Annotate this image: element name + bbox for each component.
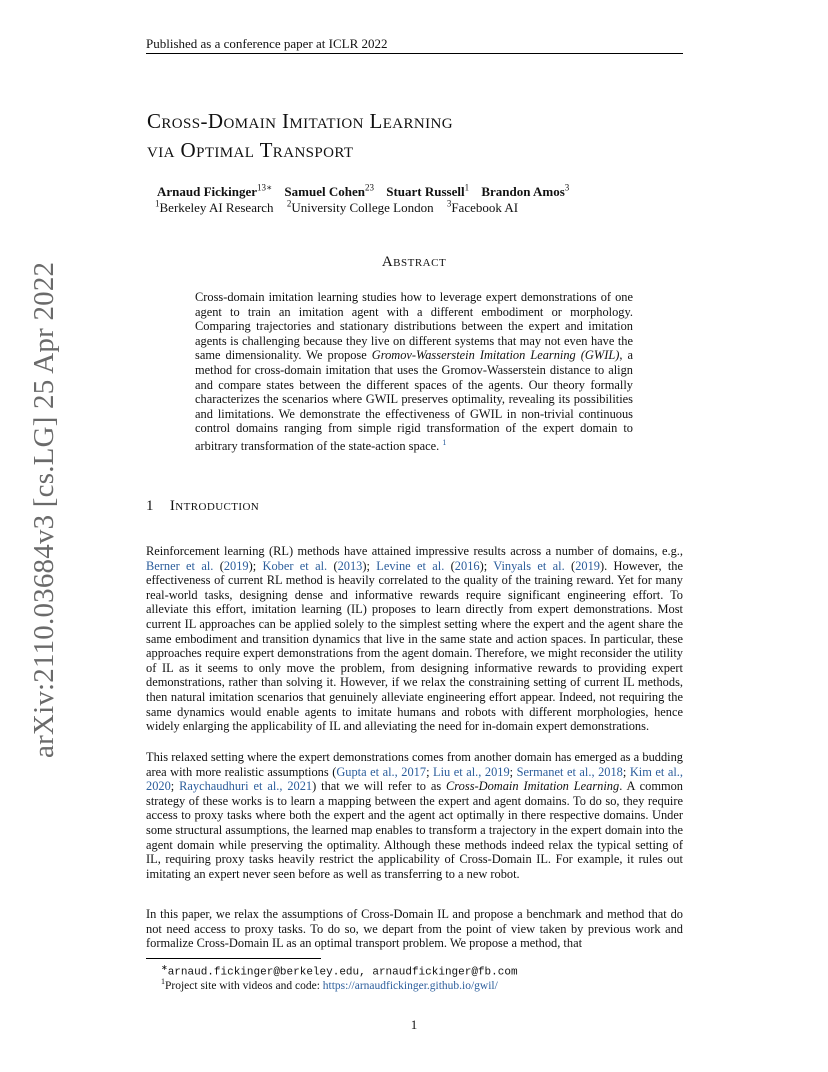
author: Stuart Russell$^1$ bbox=[386, 183, 470, 200]
running-header: Published as a conference paper at ICLR 2022 bbox=[146, 36, 388, 51]
citation-link[interactable]: Berner et al. bbox=[146, 558, 214, 573]
affiliation: $^1$Berkeley AI Research bbox=[155, 199, 274, 216]
citation-link[interactable]: Raychaudhuri et al., 2021 bbox=[179, 779, 313, 794]
abstract-body: Cross-domain imitation learning studies how to leverage expert demonstrations of one agent to train an imitation agent with a different embodiment or morphology. Comparing trajectories and stationary distributions between the expert and imitation agents is challenging because they live on different systems that may not even have the same dimensionality. We propose Gromov-Wasserstein Imitation Learning (GWIL), a method for cross-domain imitation that uses the Gromov-Wasserstein distance to align and compare states between the different spaces of the agents. Our theory formally characterizes the scenarios where GWIL preserves optimality, revealing its possibilities and limitations. We demonstrate the effectiveness of GWIL in non-trivial continuous control domains ranging from simple rigid transformation of the expert domain to arbitrary transformation of the state-action space. $^1$ bbox=[195, 290, 633, 454]
paper-title bbox=[147, 107, 453, 165]
arxiv-identifier: arXiv:2110.03684v3 [cs.LG] 25 Apr 2022 bbox=[28, 261, 60, 758]
paragraph: This relaxed setting where the expert demonstrations comes from another domain has emerged as a budding area with more realistic assumptions (Gupta et al., 2017; Liu et al., 2019; Sermanet et al., 2018; Kim et al., 2020; Raychaudhuri et al., 2021) that we will refer to as Cross-Domain Imitation Learning. A common strategy of these works is to learn a mapping between the expert and agent domains. To do so, they require access to proxy tasks where both the expert and the agent act optimally in there respective domains. Under some structural assumptions, the learned map enables to transform a trajectory in the expert domain into the agent domain while preserving the optimality. Although these methods indeed relax the typical setting of IL, requiring proxy tasks heavily restrict the applicability of Cross-Domain IL. For example, it rules out imitating an expert never seen before as well as transferring to a new robot. bbox=[146, 750, 683, 881]
citation-link[interactable]: 2019 bbox=[575, 558, 600, 573]
title-line-1: Cross-Domain Imitation Learning bbox=[147, 109, 454, 133]
paragraph: In this paper, we relax the assumptions of Cross-Domain IL and propose a benchmark and method that do not need access to proxy tasks. To do so, we depart from the point of view taken by previous work and formalize Cross-Domain IL as an optimal transport problem. We propose a method, that bbox=[146, 907, 683, 951]
author: Arnaud Fickinger$^{13∗}$ bbox=[157, 183, 273, 200]
citation-link[interactable]: 2013 bbox=[337, 558, 363, 573]
citation-link[interactable]: Liu et al., 2019 bbox=[433, 764, 510, 779]
author-list bbox=[157, 183, 578, 200]
page-number: 1 bbox=[410, 1017, 418, 1032]
author: Samuel Cohen$^{23}$ bbox=[284, 183, 374, 200]
header-rule bbox=[146, 53, 683, 54]
citation-link[interactable]: Sermanet et al., 2018 bbox=[516, 764, 623, 779]
citation-link[interactable]: 2016 bbox=[454, 558, 480, 573]
section-heading: 1 Introduction bbox=[146, 498, 260, 514]
citation-link[interactable]: Kober et al. bbox=[262, 558, 328, 573]
abstract-heading: Abstract bbox=[381, 254, 447, 270]
citation-link[interactable]: Levine et al. bbox=[376, 558, 445, 573]
citation-link[interactable]: Gupta et al., 2017 bbox=[336, 764, 427, 779]
affiliation: $^3$Facebook AI bbox=[446, 199, 519, 216]
citation-link[interactable]: 2019 bbox=[223, 558, 249, 573]
title-line-2: via Optimal Transport bbox=[147, 138, 354, 162]
footnote-emails: ∗arnaud.fickinger@berkeley.edu, arnaudfickinger@fb.com bbox=[161, 963, 518, 979]
emphasis-term: Cross-Domain Imitation Learning bbox=[446, 779, 620, 794]
citation-link[interactable]: Kim et al., 2020 bbox=[146, 764, 683, 794]
paragraph: Reinforcement learning (RL) methods have attained impressive results across a number of domains, e.g., Berner et al. (2019); Kober et al. (2013); Levine et al. (2016); Vinyals et al. (2019). However, the effectiveness of current RL method is heavily correlated to the quality of the training reward. Yet for many real-world tasks, designing dense and informative rewards require significant engineering effort. To alleviate this effort, imitation learning (IL) proposes to learn directly from expert demonstrations. Most current IL approaches can be applied solely to the simplest setting where the expert and the agent share the same embodiment and transition dynamics that live in the same state and action spaces. In particular, these approaches require expert demonstrations from the agent domain. Therefore, we might reconsider the utility of IL as it seems to only move the problem, from designing informative rewards to providing expert demonstrations, rather than solving it. However, if we relax the constraining setting of current IL methods, then natural imitation scenarios that genuinely alleviate engineering effort appear. Indeed, not requiring the same dynamics would enable agents to imitate humans and robots with different morphologies, hence widely enlarging the applicability of IL and alleviating the need for in-domain expert demonstrations. bbox=[146, 544, 684, 734]
citation-link[interactable]: Vinyals et al. bbox=[493, 558, 565, 573]
affiliation: $^2$University College London bbox=[286, 199, 434, 216]
footnote-link[interactable]: 1 bbox=[442, 437, 447, 447]
affiliation-list bbox=[155, 199, 528, 216]
footnote-project-site: $^1$Project site with videos and code: https://arnaudfickinger.github.io/gwil/ bbox=[161, 977, 498, 992]
project-site-link[interactable]: https://arnaudfickinger.github.io/gwil/ bbox=[322, 979, 498, 992]
method-name: Gromov-Wasserstein Imitation Learning (GWIL) bbox=[371, 348, 620, 363]
author: Brandon Amos$^3$ bbox=[481, 183, 570, 200]
footnote-rule bbox=[146, 958, 321, 959]
